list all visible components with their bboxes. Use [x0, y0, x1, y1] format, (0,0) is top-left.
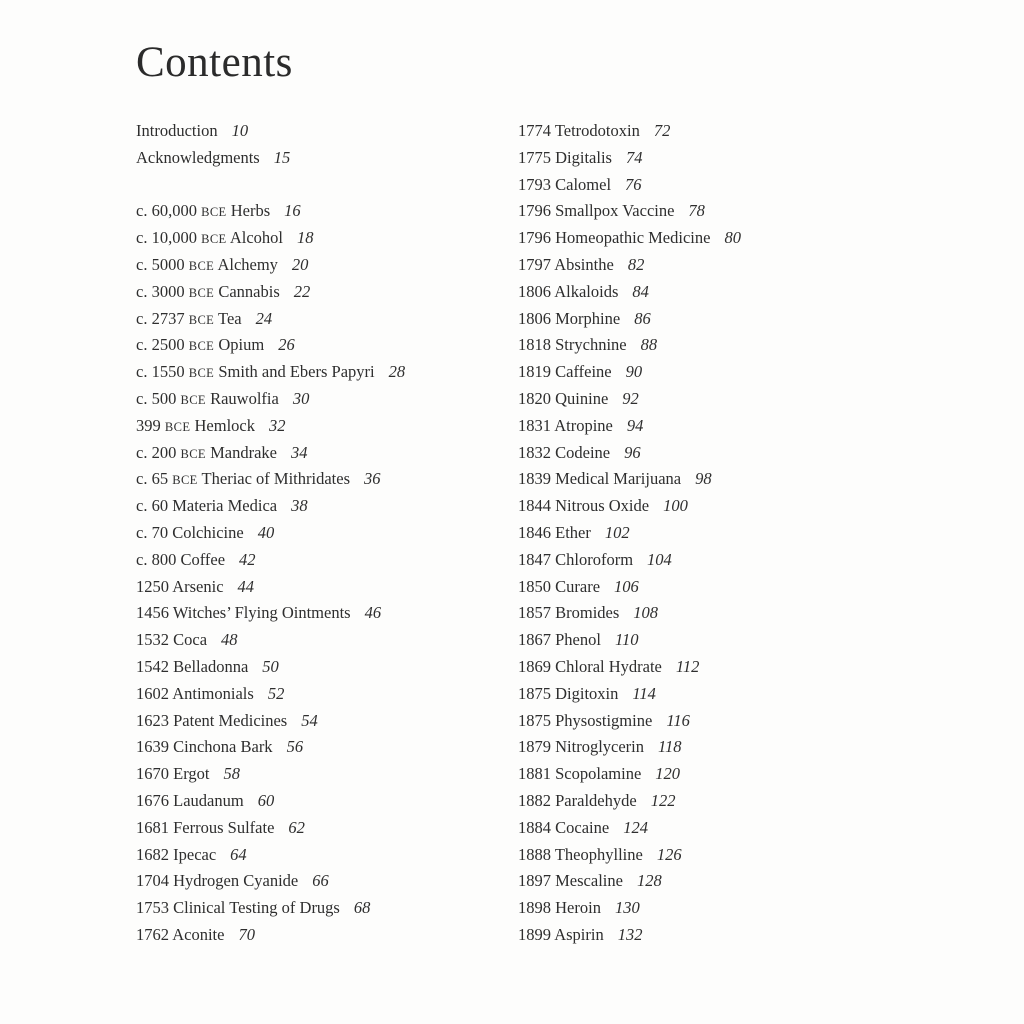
entry-page-number: 104: [647, 549, 672, 569]
entry-page-number: 56: [286, 737, 304, 757]
entry-date: c. 3000: [136, 281, 185, 301]
entry-page-number: 126: [656, 844, 682, 864]
entry-title: Codeine: [555, 442, 611, 462]
contents-entry: [136, 788, 405, 815]
contents-entry: [518, 708, 741, 735]
entry-page-number: 90: [625, 362, 643, 382]
entry-date: 1542: [136, 656, 169, 676]
entry-title: Patent Medicines: [173, 710, 288, 730]
contents-entry: [518, 788, 741, 815]
entry-date: 1869: [518, 656, 551, 676]
contents-entry: [136, 225, 405, 252]
entry-title: Rauwolfia: [210, 388, 279, 408]
contents-entry: [136, 332, 405, 359]
contents-entry: [518, 868, 741, 895]
contents-entry: [518, 172, 741, 199]
contents-entry: [136, 895, 405, 922]
entry-page-number: 36: [364, 469, 381, 489]
entry-page-number: 15: [273, 147, 291, 167]
contents-entry: [136, 520, 405, 547]
entry-date: 1832: [518, 442, 551, 462]
entry-page-number: 44: [237, 576, 255, 596]
entry-title: Heroin: [555, 898, 601, 918]
entry-title: Antimonials: [172, 683, 254, 703]
entry-title: Aconite: [172, 924, 225, 944]
entry-date: 1846: [518, 522, 551, 542]
contents-entry: [136, 627, 405, 654]
contents-entry: [518, 198, 741, 225]
contents-entry: [136, 600, 405, 627]
entry-date: 1818: [518, 335, 551, 355]
entry-date: 1602: [136, 683, 169, 703]
contents-entry: [136, 386, 405, 413]
entry-date: c. 70: [136, 522, 169, 542]
entry-date: 1867: [518, 630, 551, 650]
entry-page-number: 94: [626, 415, 644, 435]
entry-page-number: 122: [650, 790, 676, 810]
contents-entry: [136, 198, 405, 225]
contents-entry: [136, 761, 405, 788]
entry-page-number: 88: [640, 335, 658, 355]
entry-title: Aspirin: [554, 924, 604, 944]
contents-entry: [136, 466, 405, 493]
entry-page-number: 112: [675, 656, 700, 676]
contents-right-column: [518, 118, 741, 949]
entry-page-number: 120: [655, 764, 681, 784]
contents-entry: [136, 922, 405, 949]
contents-entry: [136, 815, 405, 842]
entry-page-number: 110: [614, 630, 639, 650]
contents-entry: [518, 842, 741, 869]
entry-title: Alcohol: [229, 228, 283, 248]
entry-era: BCE: [172, 473, 198, 488]
entry-page-number: 16: [284, 201, 301, 221]
entry-page-number: 78: [688, 201, 705, 221]
contents-entry: [518, 654, 741, 681]
entry-title: Paraldehyde: [555, 790, 637, 810]
entry-title: Physostigmine: [555, 710, 653, 730]
entry-page-number: 132: [617, 924, 643, 944]
entry-date: 1839: [518, 469, 551, 489]
entry-page-number: 22: [293, 281, 311, 301]
entry-date: c. 10,000: [136, 228, 197, 248]
entry-page-number: 96: [624, 442, 641, 462]
entry-title: Cannabis: [218, 281, 280, 301]
entry-title: Cinchona Bark: [173, 737, 273, 757]
contents-entry: [518, 815, 741, 842]
contents-entry: [518, 440, 741, 467]
entry-title: Witches’ Flying Ointments: [172, 603, 351, 623]
contents-entry: [518, 413, 741, 440]
contents-entry: [518, 895, 741, 922]
entry-date: 1897: [518, 871, 551, 891]
entry-date: 1797: [518, 254, 551, 274]
entry-date: 1639: [136, 737, 169, 757]
entry-era: BCE: [188, 339, 215, 354]
entry-date: c. 2737: [136, 308, 185, 328]
entry-date: 1899: [518, 924, 551, 944]
entry-page-number: 64: [230, 844, 247, 864]
entry-date: c. 60: [136, 496, 169, 516]
entry-page-number: 92: [622, 388, 639, 408]
entry-title: Absinthe: [554, 254, 614, 274]
entry-date: 1796: [518, 201, 551, 221]
entry-date: 1844: [518, 496, 551, 516]
contents-entry: [518, 547, 741, 574]
contents-entry: [518, 225, 741, 252]
contents-entry: [518, 306, 741, 333]
entry-date: 1676: [136, 790, 169, 810]
entry-page-number: 80: [724, 228, 741, 248]
entry-page-number: 62: [288, 817, 305, 837]
entry-era: BCE: [188, 312, 215, 327]
contents-entry: [518, 600, 741, 627]
contents-entry: [136, 493, 405, 520]
contents-entry: [518, 466, 741, 493]
contents-entry: [136, 842, 405, 869]
contents-entry: [136, 252, 405, 279]
entry-page-number: 70: [238, 924, 255, 944]
entry-title: Medical Marijuana: [555, 469, 682, 489]
entry-page-number: 114: [632, 683, 656, 703]
contents-entry: [518, 520, 741, 547]
contents-entry: [136, 145, 405, 172]
entry-title: Alchemy: [217, 254, 278, 274]
contents-entry: [136, 681, 405, 708]
entry-page-number: 46: [364, 603, 382, 623]
entry-title: Cocaine: [555, 817, 610, 837]
entry-page-number: 72: [653, 121, 671, 140]
entry-page-number: 10: [231, 121, 249, 140]
entry-page-number: 128: [636, 871, 662, 891]
contents-entry: [518, 332, 741, 359]
entry-era: BCE: [164, 419, 191, 434]
contents-entry: [136, 574, 405, 601]
entry-date: 1875: [518, 683, 551, 703]
entry-date: c. 65: [136, 469, 169, 489]
entry-date: c. 500: [136, 388, 177, 408]
entry-page-number: 118: [658, 737, 682, 757]
entry-title: Clinical Testing of Drugs: [173, 898, 340, 918]
entry-title: Belladonna: [173, 656, 249, 676]
entry-title: Tetrodotoxin: [554, 121, 640, 140]
entry-title: Coca: [173, 630, 208, 650]
entry-era: BCE: [201, 232, 227, 247]
entry-date: 1884: [518, 817, 551, 837]
entry-date: c. 800: [136, 549, 177, 569]
entry-date: 1775: [518, 147, 551, 167]
contents-entry: [518, 627, 741, 654]
entry-page-number: 32: [269, 415, 286, 435]
entry-title: Acknowledgments: [136, 147, 260, 167]
entry-title: Bromides: [555, 603, 620, 623]
contents-entry: [136, 279, 405, 306]
contents-entry: [518, 681, 741, 708]
entry-page-number: 76: [625, 174, 642, 194]
entry-date: 1882: [518, 790, 551, 810]
contents-entry: [136, 359, 405, 386]
contents-entry: [518, 922, 741, 949]
entry-date: 399: [136, 415, 161, 435]
entry-date: 1820: [518, 388, 551, 408]
entry-title: Strychnine: [555, 335, 627, 355]
entry-era: BCE: [201, 205, 227, 220]
entry-page-number: 18: [296, 228, 314, 248]
entry-date: 1623: [136, 710, 169, 730]
entry-title: Smith and Ebers Papyri: [218, 362, 375, 382]
entry-page-number: 48: [221, 630, 238, 650]
entry-page-number: 98: [695, 469, 712, 489]
entry-title: Curare: [555, 576, 601, 596]
entry-title: Materia Medica: [172, 496, 278, 516]
entry-page-number: 84: [632, 281, 649, 301]
entry-date: 1704: [136, 871, 169, 891]
entry-era: BCE: [188, 366, 215, 381]
contents-entry: [518, 359, 741, 386]
entry-title: Tea: [218, 308, 242, 328]
entry-era: BCE: [188, 258, 215, 273]
entry-title: Mandrake: [210, 442, 277, 462]
contents-entry: [136, 118, 405, 145]
entry-title: Quinine: [555, 388, 609, 408]
entry-page-number: 20: [291, 254, 309, 274]
entry-page-number: 124: [623, 817, 648, 837]
contents-left-column: [136, 118, 405, 949]
entry-title: Nitroglycerin: [555, 737, 645, 757]
entry-date: 1806: [518, 281, 551, 301]
entry-page-number: 54: [301, 710, 318, 730]
entry-page-number: 108: [633, 603, 659, 623]
entry-date: 1879: [518, 737, 551, 757]
entry-title: Morphine: [555, 308, 621, 328]
entry-title: Theriac of Mithridates: [201, 469, 350, 489]
entry-page-number: 106: [614, 576, 639, 596]
entry-title: Smallpox Vaccine: [555, 201, 675, 221]
entry-page-number: 130: [614, 898, 640, 918]
contents-entry: [518, 118, 741, 145]
page-title: Contents: [136, 39, 293, 86]
entry-date: 1819: [518, 362, 551, 382]
entry-date: 1888: [518, 844, 551, 864]
entry-date: c. 2500: [136, 335, 185, 355]
entry-date: 1250: [136, 576, 169, 596]
entry-date: 1774: [518, 121, 551, 140]
entry-title: Introduction: [136, 121, 218, 140]
entry-date: 1898: [518, 898, 551, 918]
entry-page-number: 60: [257, 790, 275, 810]
contents-entry: [136, 734, 405, 761]
contents-entry: [136, 708, 405, 735]
entry-date: 1670: [136, 764, 169, 784]
entry-page-number: 116: [666, 710, 690, 730]
entry-date: 1796: [518, 228, 551, 248]
entry-page-number: 34: [290, 442, 308, 462]
entry-page-number: 24: [255, 308, 273, 328]
entry-title: Chloral Hydrate: [555, 656, 662, 676]
entry-title: Herbs: [230, 201, 271, 221]
entry-era: BCE: [188, 285, 215, 300]
entry-date: 1847: [518, 549, 551, 569]
entry-title: Caffeine: [555, 362, 612, 382]
entry-date: 1857: [518, 603, 551, 623]
entry-title: Atropine: [554, 415, 613, 435]
entry-title: Chloroform: [555, 549, 634, 569]
entry-title: Hemlock: [194, 415, 255, 435]
entry-date: c. 5000: [136, 254, 185, 274]
entry-title: Scopolamine: [555, 764, 642, 784]
contents-entry: [136, 306, 405, 333]
entry-date: 1881: [518, 764, 551, 784]
entry-date: 1850: [518, 576, 551, 596]
entry-page-number: 40: [257, 522, 275, 542]
entry-date: c. 1550: [136, 362, 185, 382]
contents-entry: [518, 493, 741, 520]
entry-title: Ferrous Sulfate: [173, 817, 275, 837]
entry-title: Nitrous Oxide: [555, 496, 650, 516]
entry-title: Ergot: [173, 764, 210, 784]
entry-era: BCE: [180, 392, 206, 407]
entry-date: 1753: [136, 898, 169, 918]
entry-date: 1875: [518, 710, 551, 730]
entry-title: Theophylline: [554, 844, 643, 864]
entry-page-number: 50: [262, 656, 279, 676]
entry-title: Coffee: [180, 549, 226, 569]
entry-page-number: 26: [278, 335, 295, 355]
entry-page-number: 100: [663, 496, 688, 516]
entry-date: 1456: [136, 603, 169, 623]
contents-entry: [136, 654, 405, 681]
contents-entry: [518, 734, 741, 761]
entry-title: Ether: [555, 522, 591, 542]
entry-title: Arsenic: [172, 576, 224, 596]
entry-era: BCE: [180, 446, 206, 461]
entry-date: 1532: [136, 630, 169, 650]
contents-entry: [136, 868, 405, 895]
entry-title: Mescaline: [555, 871, 623, 891]
entry-date: 1793: [518, 174, 551, 194]
entry-title: Opium: [218, 335, 265, 355]
entry-title: Phenol: [555, 630, 601, 650]
entry-page-number: 42: [239, 549, 256, 569]
contents-entry: [136, 440, 405, 467]
contents-entry: [518, 252, 741, 279]
entry-page-number: 86: [634, 308, 651, 328]
entry-title: Calomel: [555, 174, 612, 194]
contents-entry: [518, 574, 741, 601]
entry-page-number: 74: [625, 147, 643, 167]
entry-date: 1806: [518, 308, 551, 328]
entry-title: Hydrogen Cyanide: [173, 871, 299, 891]
contents-entry: [136, 413, 405, 440]
contents-entry: [518, 386, 741, 413]
entry-page-number: 68: [353, 898, 371, 918]
entry-title: Digitoxin: [555, 683, 619, 703]
contents-entry: [518, 761, 741, 788]
entry-title: Digitalis: [555, 147, 612, 167]
entry-title: Laudanum: [173, 790, 244, 810]
entry-page-number: 102: [604, 522, 630, 542]
entry-date: c. 60,000: [136, 201, 197, 221]
entry-title: Alkaloids: [554, 281, 619, 301]
entry-page-number: 66: [312, 871, 329, 891]
entry-page-number: 82: [627, 254, 645, 274]
entry-date: c. 200: [136, 442, 177, 462]
entry-date: 1762: [136, 924, 169, 944]
contents-spacer: [136, 172, 405, 199]
contents-entry: [136, 547, 405, 574]
contents-entry: [518, 279, 741, 306]
entry-date: 1831: [518, 415, 551, 435]
contents-entry: [518, 145, 741, 172]
entry-page-number: 28: [388, 362, 406, 382]
entry-title: Homeopathic Medicine: [555, 228, 711, 248]
entry-page-number: 52: [267, 683, 285, 703]
entry-title: Colchicine: [172, 522, 244, 542]
entry-page-number: 58: [223, 764, 240, 784]
entry-date: 1682: [136, 844, 169, 864]
entry-title: Ipecac: [173, 844, 217, 864]
entry-page-number: 30: [292, 388, 310, 408]
entry-date: 1681: [136, 817, 169, 837]
entry-page-number: 38: [291, 496, 308, 516]
